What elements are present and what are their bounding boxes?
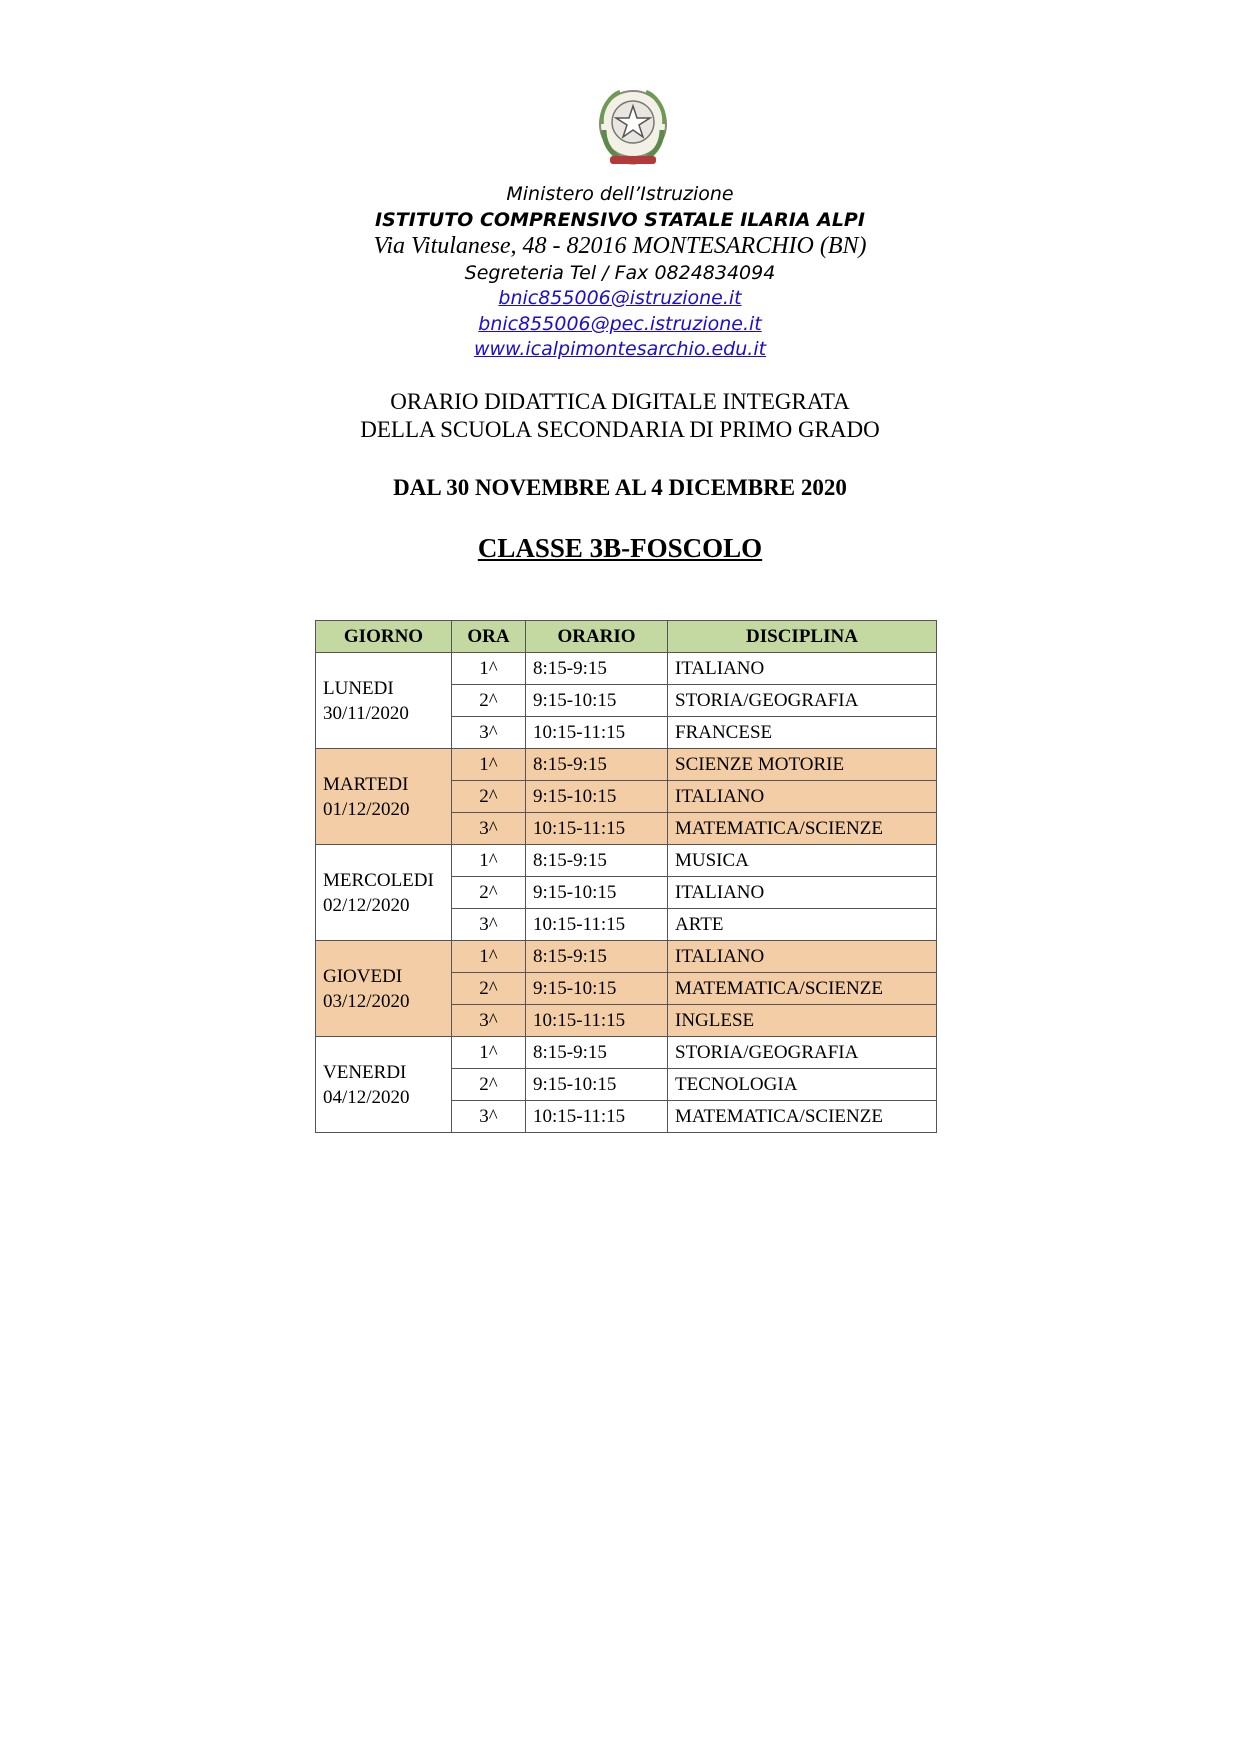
- ora-cell: 2^: [452, 781, 526, 813]
- day-name: GIOVEDI: [323, 965, 403, 987]
- class-title: CLASSE 3B-FOSCOLO: [477, 533, 763, 563]
- disciplina-cell: ITALIANO: [668, 653, 937, 685]
- day-cell: [316, 653, 452, 749]
- orario-cell: 8:15-9:15: [526, 1037, 668, 1069]
- disciplina-cell: ARTE: [668, 909, 937, 941]
- orario-cell: 8:15-9:15: [526, 845, 668, 877]
- pec-link[interactable]: bnic855006@pec.istruzione.it: [478, 313, 762, 335]
- institute-name: ISTITUTO COMPRENSIVO STATALE ILARIA ALPI: [375, 209, 865, 231]
- table-row: [316, 845, 937, 877]
- orario-cell: 10:15-11:15: [526, 1005, 668, 1037]
- disciplina-cell: MATEMATICA/SCIENZE: [668, 1101, 937, 1133]
- ora-cell: 2^: [452, 877, 526, 909]
- schedule-body: [316, 653, 937, 1133]
- republic-emblem-icon: [590, 84, 676, 170]
- orario-cell: 10:15-11:15: [526, 717, 668, 749]
- ora-cell: 1^: [452, 1037, 526, 1069]
- document-title-line2: DELLA SCUOLA SECONDARIA DI PRIMO GRADO: [360, 417, 880, 442]
- schedule-table: [315, 620, 937, 1133]
- table-header-row: [316, 621, 937, 653]
- table-row: [316, 941, 937, 973]
- orario-cell: 9:15-10:15: [526, 973, 668, 1005]
- disciplina-cell: ITALIANO: [668, 941, 937, 973]
- disciplina-cell: SCIENZE MOTORIE: [668, 749, 937, 781]
- disciplina-cell: FRANCESE: [668, 717, 937, 749]
- ora-cell: 3^: [452, 717, 526, 749]
- ora-cell: 3^: [452, 1005, 526, 1037]
- ora-cell: 2^: [452, 973, 526, 1005]
- day-cell: [316, 749, 452, 845]
- email-link[interactable]: bnic855006@istruzione.it: [498, 287, 742, 309]
- orario-cell: 10:15-11:15: [526, 1101, 668, 1133]
- period-title: DAL 30 NOVEMBRE AL 4 DICEMBRE 2020: [393, 475, 847, 500]
- disciplina-cell: ITALIANO: [668, 877, 937, 909]
- day-date: 01/12/2020: [323, 798, 410, 820]
- ora-cell: 3^: [452, 909, 526, 941]
- ora-cell: 1^: [452, 749, 526, 781]
- orario-cell: 10:15-11:15: [526, 813, 668, 845]
- day-date: 04/12/2020: [323, 1086, 410, 1108]
- orario-cell: 9:15-10:15: [526, 1069, 668, 1101]
- ora-cell: 1^: [452, 653, 526, 685]
- table-row: [316, 749, 937, 781]
- header-orario: ORARIO: [526, 621, 668, 653]
- orario-cell: 8:15-9:15: [526, 941, 668, 973]
- disciplina-cell: TECNOLOGIA: [668, 1069, 937, 1101]
- ora-cell: 3^: [452, 813, 526, 845]
- day-date: 02/12/2020: [323, 894, 410, 916]
- day-cell: [316, 845, 452, 941]
- disciplina-cell: ITALIANO: [668, 781, 937, 813]
- day-date: 03/12/2020: [323, 990, 410, 1012]
- ora-cell: 1^: [452, 845, 526, 877]
- document-title-line1: ORARIO DIDATTICA DIGITALE INTEGRATA: [390, 389, 850, 414]
- disciplina-cell: MUSICA: [668, 845, 937, 877]
- day-cell: [316, 1037, 452, 1133]
- disciplina-cell: INGLESE: [668, 1005, 937, 1037]
- header-disciplina: DISCIPLINA: [668, 621, 937, 653]
- orario-cell: 8:15-9:15: [526, 653, 668, 685]
- orario-cell: 9:15-10:15: [526, 781, 668, 813]
- institute-address: Via Vitulanese, 48 - 82016 MONTESARCHIO (BN): [373, 233, 867, 259]
- orario-cell: 9:15-10:15: [526, 685, 668, 717]
- ora-cell: 2^: [452, 1069, 526, 1101]
- day-name: VENERDI: [323, 1061, 407, 1083]
- disciplina-cell: STORIA/GEOGRAFIA: [668, 685, 937, 717]
- orario-cell: 10:15-11:15: [526, 909, 668, 941]
- day-name: MERCOLEDI: [323, 869, 434, 891]
- table-row: [316, 653, 937, 685]
- disciplina-cell: STORIA/GEOGRAFIA: [668, 1037, 937, 1069]
- orario-cell: 8:15-9:15: [526, 749, 668, 781]
- day-name: MARTEDI: [323, 773, 409, 795]
- disciplina-cell: MATEMATICA/SCIENZE: [668, 813, 937, 845]
- ora-cell: 3^: [452, 1101, 526, 1133]
- institute-phone: Segreteria Tel / Fax 0824834094: [464, 262, 776, 284]
- disciplina-cell: MATEMATICA/SCIENZE: [668, 973, 937, 1005]
- ministry-name: Ministero dell’Istruzione: [506, 183, 734, 205]
- table-row: [316, 1037, 937, 1069]
- day-cell: [316, 941, 452, 1037]
- website-link[interactable]: www.icalpimontesarchio.edu.it: [473, 338, 767, 360]
- orario-cell: 9:15-10:15: [526, 877, 668, 909]
- header-giorno: GIORNO: [316, 621, 452, 653]
- header-ora: ORA: [452, 621, 526, 653]
- ora-cell: 2^: [452, 685, 526, 717]
- day-name: LUNEDI: [323, 677, 394, 699]
- day-date: 30/11/2020: [323, 702, 409, 724]
- ora-cell: 1^: [452, 941, 526, 973]
